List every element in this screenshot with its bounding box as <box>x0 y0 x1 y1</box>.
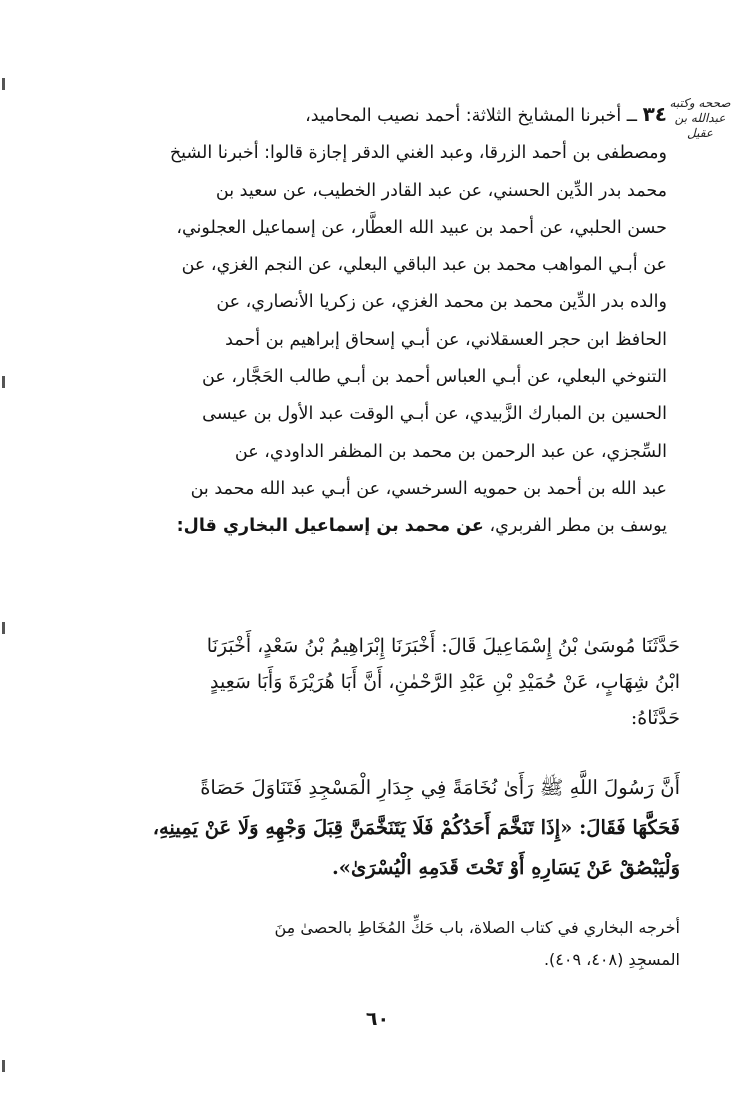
scan-edge-mark <box>2 376 5 388</box>
sanad-line: حَدَّثَاهُ: <box>630 707 680 729</box>
isnad-line: محمد بدر الدِّين الحسني، عن عبد القادر الخطيب، عن سعيد بن <box>215 180 667 201</box>
sanad-line: ابْنُ شِهَابٍ، عَنْ حُمَيْدِ بْنِ عَبْدِ الرَّحْمٰنِ، أَنَّ أَبَا هُرَيْرَةَ وَأَبَا سَعِيدٍ <box>210 671 680 693</box>
margin-handwritten-note <box>661 96 739 141</box>
matn-line: وَلْيَبْصُقْ عَنْ يَسَارِهِ أَوْ تَحْتَ قَدَمِهِ الْيُسْرَىٰ». <box>331 856 680 879</box>
isnad-line: يوسف بن مطر الفربري، عن محمد بن إسماعيل البخاري قال: <box>176 516 667 537</box>
isnad-paragraph <box>67 96 667 546</box>
margin-note-line: صححه وكتبه <box>669 96 731 110</box>
isnad-line: التنوخي البعلي، عن أبـي العباس أحمد بن أبـي طالب الحَجَّار، عن <box>202 367 667 388</box>
isnad-line: حسن الحلبي، عن أحمد بن عبيد الله العطَّار، عن إسماعيل العجلوني، <box>176 217 667 238</box>
isnad-line: ومصطفى بن أحمد الزرقا، وعبد الغني الدقر إجازة قالوا: أخبرنا الشيخ <box>169 143 667 164</box>
matn-line: أَنَّ رَسُولَ اللَّهِ ﷺ رَأَىٰ نُخَامَةً فِي جِدَارِ الْمَسْجِدِ فَتَنَاوَلَ حَصَاةً <box>200 776 680 799</box>
page-number: ٦٠ <box>365 1008 390 1030</box>
isnad-line: الحسين بن المبارك الزَّبيدي، عن أبـي الوقت عبد الأول بن عيسى <box>202 404 667 425</box>
hadith-matn <box>70 768 680 888</box>
isnad-line: السِّجزي، عن عبد الرحمن بن محمد بن المظفر الداودي، عن <box>234 441 667 462</box>
takhrij-line: أخرجه البخاري في كتاب الصلاة، باب حَكِّ المُخَاطِ بالحصىٰ مِنَ <box>274 918 680 937</box>
margin-note-line: عبدالله بن عقيل <box>674 111 726 140</box>
hadith-number: ٣٤ <box>642 102 667 126</box>
isnad-line: ٣٤ ــ أخبرنا المشايخ الثلاثة: أحمد نصيب المحاميد، <box>305 102 667 126</box>
scan-edge-mark <box>2 1060 5 1072</box>
sanad-line: حَدَّثَنَا مُوسَىٰ بْنُ إِسْمَاعِيلَ قَالَ: أَخْبَرَنَا إِبْرَاهِيمُ بْنُ سَعْدٍ، أَخْبَرَنَا <box>206 635 680 657</box>
scan-edge-mark <box>2 622 5 634</box>
isnad-line: والده بدر الدِّين محمد بن محمد الغزي، عن زكريا الأنصاري، عن <box>216 292 667 313</box>
hadith-sanad <box>70 628 680 736</box>
isnad-bukhari-bold: عن محمد بن إسماعيل البخاري قال: <box>176 516 484 537</box>
scan-edge-mark <box>2 78 5 90</box>
isnad-line: عبد الله بن أحمد بن حمويه السرخسي، عن أبـي عبد الله محمد بن <box>190 478 667 499</box>
takhrij-line: المسجِدِ (٤٠٨، ٤٠٩). <box>543 950 680 969</box>
matn-line: فَحَكَّهَا فَقَالَ: «إِذَا تَنَخَّمَ أَحَدُكُمْ فَلَا يَتَنَخَّمَنَّ قِبَلَ وَجْهِهِ وَلَا عَنْ يَمِينِهِ، <box>152 816 680 839</box>
isnad-line: الحافظ ابن حجر العسقلاني، عن أبـي إسحاق إبراهيم بن أحمد <box>225 329 667 350</box>
takhrij-footnote <box>70 912 680 976</box>
isnad-line: عن أبـي المواهب محمد بن عبد الباقي البعلي، عن النجم الغزي، عن <box>181 255 667 276</box>
